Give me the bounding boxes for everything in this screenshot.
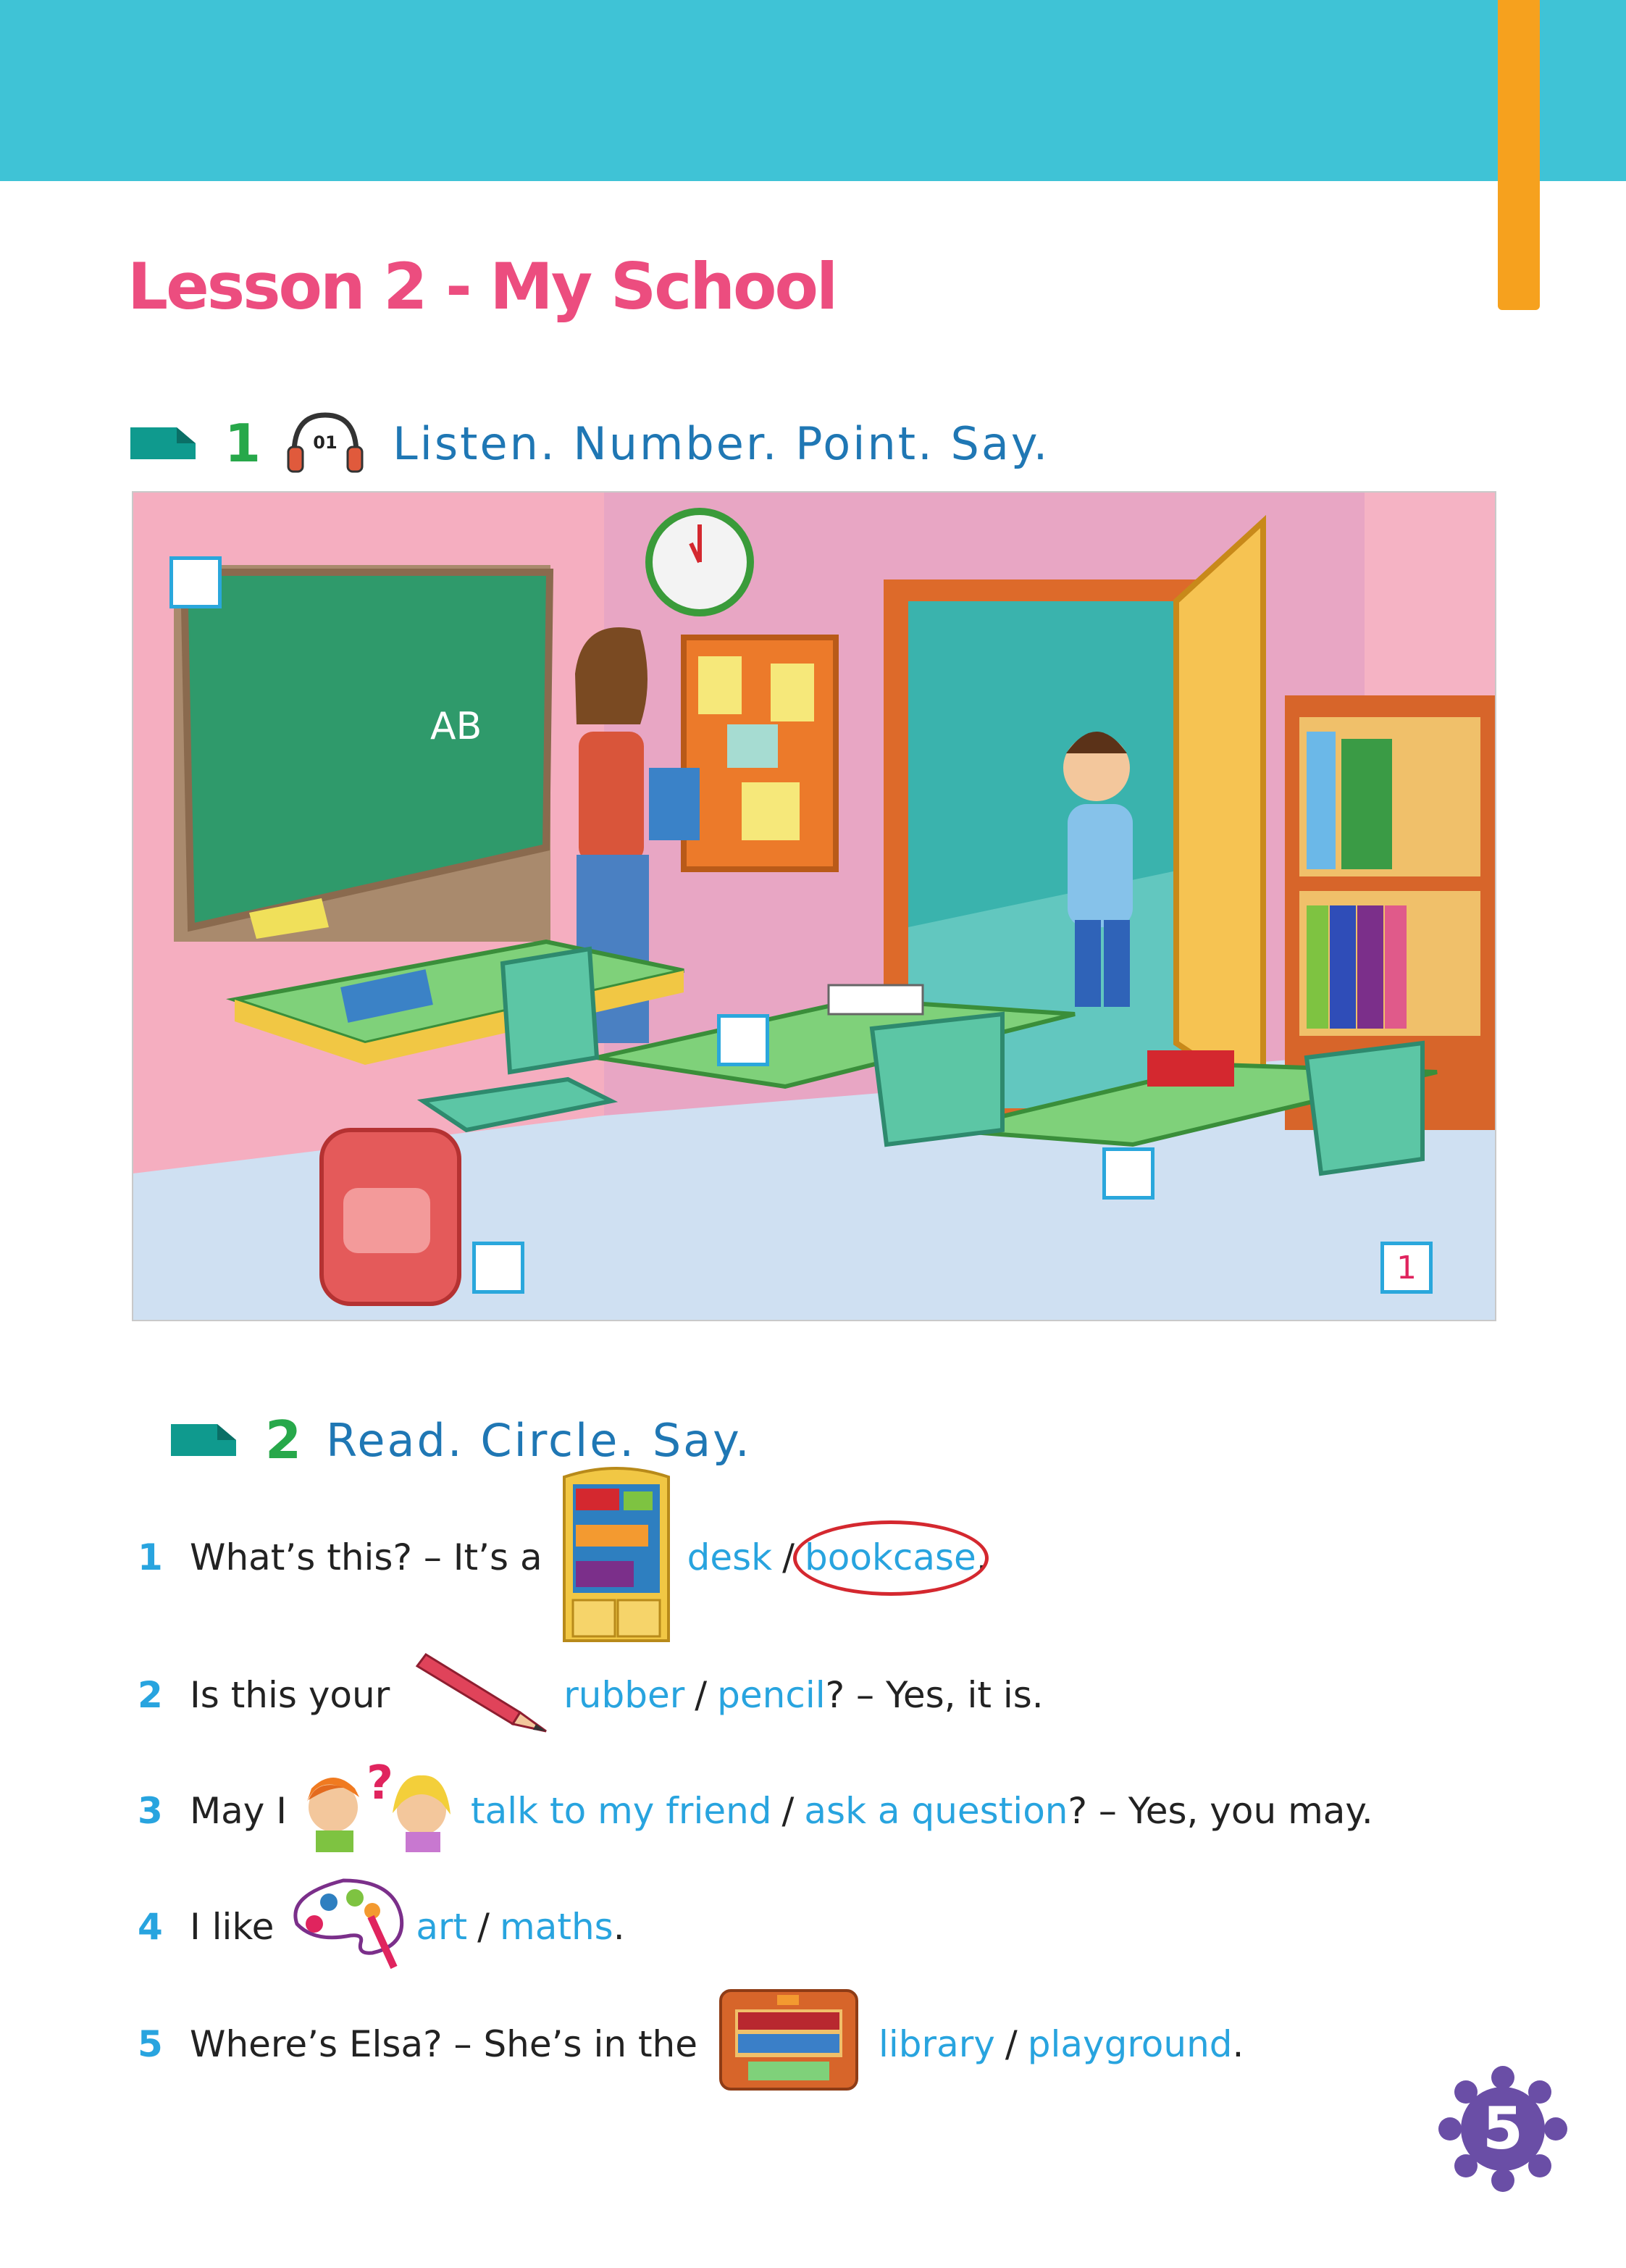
paint-palette-icon	[285, 1873, 408, 1980]
question-3	[138, 1759, 1373, 1854]
page-tab	[1498, 0, 1540, 310]
option-talk-to-friend[interactable]: talk to my friend	[471, 1790, 772, 1832]
question-end: .	[976, 1536, 988, 1578]
children-question-icon	[297, 1759, 456, 1862]
option-separator: /	[477, 1906, 490, 1948]
circled-answer	[805, 1536, 976, 1578]
library-icon	[719, 1989, 858, 2099]
answer-box-chalkboard[interactable]	[169, 556, 222, 608]
answer-box-chair[interactable]	[1380, 1242, 1433, 1294]
answer-box-schoolbag[interactable]	[472, 1242, 524, 1294]
question-1	[138, 1485, 988, 1630]
page-number-badge	[1434, 2060, 1572, 2201]
classroom-scene	[133, 493, 1495, 1320]
flag-icon	[171, 1424, 236, 1456]
exercise-number: 2	[265, 1410, 302, 1470]
classroom-illustration	[132, 491, 1496, 1321]
question-number: 1	[138, 1536, 163, 1578]
exercise-2-heading	[171, 1411, 752, 1469]
answer-circle	[793, 1520, 989, 1596]
option-library[interactable]: library	[879, 2023, 995, 2065]
option-ask-question[interactable]: ask a question	[804, 1790, 1068, 1832]
exercise-instruction: Listen. Number. Point. Say.	[393, 417, 1050, 470]
option-separator: /	[781, 1790, 795, 1832]
page-title: Lesson 2 - My School	[127, 249, 837, 324]
top-banner	[0, 0, 1626, 181]
question-end: ? – Yes, it is.	[825, 1674, 1044, 1716]
audio-track: 01	[313, 432, 338, 453]
question-number: 5	[138, 2023, 163, 2065]
option-separator: /	[1005, 2023, 1018, 2065]
question-prompt: Where’s Elsa? – She’s in the	[190, 2023, 698, 2065]
option-maths[interactable]: maths	[500, 1906, 613, 1948]
question-prompt: May I	[190, 1790, 288, 1832]
pencil-icon	[411, 1647, 549, 1743]
option-separator: /	[695, 1674, 708, 1716]
question-number: 2	[138, 1674, 163, 1716]
question-2	[138, 1652, 1044, 1738]
question-5	[138, 1993, 1244, 2095]
answer-box-desk[interactable]	[1102, 1147, 1154, 1200]
option-playground[interactable]: playground	[1027, 2023, 1233, 2065]
option-pencil[interactable]: pencil	[717, 1674, 826, 1716]
question-4	[138, 1878, 625, 1976]
headphones-icon[interactable]	[285, 411, 365, 476]
option-art[interactable]: art	[416, 1906, 468, 1948]
question-prompt: Is this your	[190, 1674, 390, 1716]
option-separator: /	[782, 1536, 795, 1578]
page-number: 5	[1483, 2095, 1523, 2162]
question-number: 4	[138, 1906, 163, 1948]
exercise-number: 1	[225, 413, 261, 474]
flag-icon	[130, 427, 196, 459]
question-end: .	[613, 1906, 625, 1948]
option-desk[interactable]: desk	[687, 1536, 773, 1578]
question-prompt: I like	[190, 1906, 275, 1948]
answer-box-value: 1	[1396, 1249, 1417, 1286]
option-bookcase[interactable]: bookcase	[804, 1536, 976, 1578]
exercise-instruction: Read. Circle. Say.	[326, 1413, 752, 1467]
exercise-1-heading	[130, 414, 1049, 472]
answer-box-eraser[interactable]	[717, 1014, 769, 1066]
question-end: ? – Yes, you may.	[1068, 1790, 1373, 1832]
bookcase-icon	[558, 1463, 674, 1652]
question-end: .	[1232, 2023, 1244, 2065]
question-prompt: What’s this? – It’s a	[190, 1536, 542, 1578]
question-number: 3	[138, 1790, 163, 1832]
option-rubber[interactable]: rubber	[563, 1674, 685, 1716]
board-text: AB	[430, 705, 482, 748]
svg-text:?: ?	[366, 1759, 394, 1810]
